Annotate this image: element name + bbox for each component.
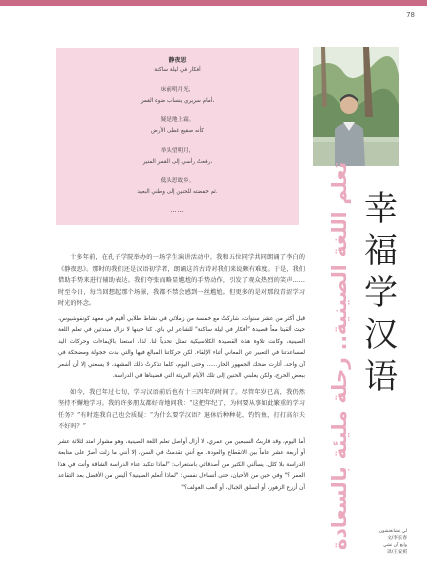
poem-line-arabic: كأنه صقيع غطى الأرض xyxy=(151,128,204,134)
paragraph-arabic: أما اليوم، وقد قاربتُ السبعين من عمري، لا أزال أواصل تعلم اللغة الصينية، وهو مشوار امتد لثلاثة عشر أو أربعة عشر عاماً بين الانقطاع والعودة. مع أنني تقدمتُ في السن، إلا أنني ما زلت أصرّ على متابعة الدراسة بلا كلل. يسألني الكثير من أصدقائي باستغراب: "لماذا تتكبد عناء الدراسة الشاقة وأنت في هذا العمر ؟" وفي حين من الأحيان، حتى أتساءل نفسي: "لماذا أتعلم الصينية؟ أليس من الأفضل بعد التقاعد أن أزرع الزهور، أو أتسلق الجبال، أو ألعب الغولف؟" xyxy=(58,438,305,491)
page-number: 78 xyxy=(406,11,415,19)
poem-line-arabic: أمام سريري ينساب ضوء القمر، xyxy=(140,98,215,104)
chinese-title-char: 语 xyxy=(364,357,398,397)
chinese-title-char: 幸 xyxy=(364,189,398,229)
poem-line-chinese: 床前明月光， xyxy=(160,87,195,93)
poem-line-chinese: 低头思故乡。 xyxy=(160,178,195,184)
chinese-title-char: 福 xyxy=(364,231,398,271)
paragraph-chinese: 如今，我已年过七旬，学习汉语前后也有十三四年的时间了。尽管年岁已高，我仍然坚持不懈地学习。我的许多朋友都好奇地问我：“这把年纪了，为何要从事如此繁重的学习任务？”有时连我自己也会质疑：“为什么要学汉语？退休后种种花、钓钓鱼，打打高尔夫不好吗？” xyxy=(58,388,305,430)
translator-name: 译/王安祺 xyxy=(387,550,407,555)
author-name: 文/李长春 xyxy=(387,536,407,541)
poem-line-arabic: ثم خفضته للحنين إلى وطني البعيد. xyxy=(137,189,218,195)
author-photo xyxy=(313,47,399,166)
chinese-title-char: 汉 xyxy=(364,315,398,355)
arabic-title-text: تعلم اللغة الصينية.. رحلة مليئة بالسعادة xyxy=(327,161,351,551)
author-photo-illustration xyxy=(313,47,399,166)
chinese-title-char: 学 xyxy=(364,273,398,313)
article-body xyxy=(58,252,305,498)
author-name-arabic: لي تشانغتشون xyxy=(378,529,407,534)
poem-box xyxy=(56,48,299,225)
top-accent-bar xyxy=(0,0,427,6)
chinese-title xyxy=(358,188,404,398)
poem-ellipsis: …… xyxy=(170,207,185,214)
translator-name-arabic: وانغ آن تشي xyxy=(383,543,407,548)
poem-title-arabic: أفكار في ليلة ساكنة xyxy=(154,67,201,73)
arabic-title xyxy=(322,161,356,551)
byline xyxy=(347,528,407,556)
paragraph-chinese: 十多年前，在孔子学院举办的一场学生演讲活动中，我和五位同学共同朗诵了李白的《静夜思》。那时的我们还是汉语初学者，朗诵这首古诗对我们来说颇有难度。于是，我们借助手势来进行辅助表达。我们夸张而略显尴尬的手势动作，引发了观众热烈的笑声……时至今日，每当回想起那个场景，我都不禁会感到一丝尴尬。但更多的是对那段青涩学习时光的怀念。 xyxy=(58,254,305,307)
paragraph-arabic: قبل أكثر من عشر سنوات، شاركتُ مع خمسة من زملائي في نشاط طلابي أقيم في معهد كونفوشيوس، حيث ألقينا معاً قصيدة "أفكار في ليلة ساكنة" للشاعر لي باي. كنا حينها لا نزال مبتدئين في تعلم اللغة الصينية، وكانت تلاوة هذه القصيدة الكلاسيكية تمثل تحدياً لنا. لذا، استعنا بالإيماءات وحركات اليد لمساعدتنا في التعبير عن المعاني أثناء الإلقاء. لكن حركاتنا المبالغ فيها والتي بدت خجولة ومضحكة في آن واحد، أثارت ضحك الجمهور الحار...... وحتى اليوم، كلما تذكرتُ ذلك المشهد، لا يسعني إلا أن أشعر ببعض الحرج، ولكن يغلبني الحنين إلى تلك الأيام البريئة التي قضيناها في الدراسة. xyxy=(58,315,305,379)
poem-line-arabic: رفعتُ رأسي إلى القمر المنير، xyxy=(142,159,213,165)
poem-line-chinese: 疑是地上霜。 xyxy=(160,117,195,123)
poem-line-chinese: 举头望明月， xyxy=(160,148,195,154)
poem-title-chinese: 静夜思 xyxy=(168,57,187,64)
